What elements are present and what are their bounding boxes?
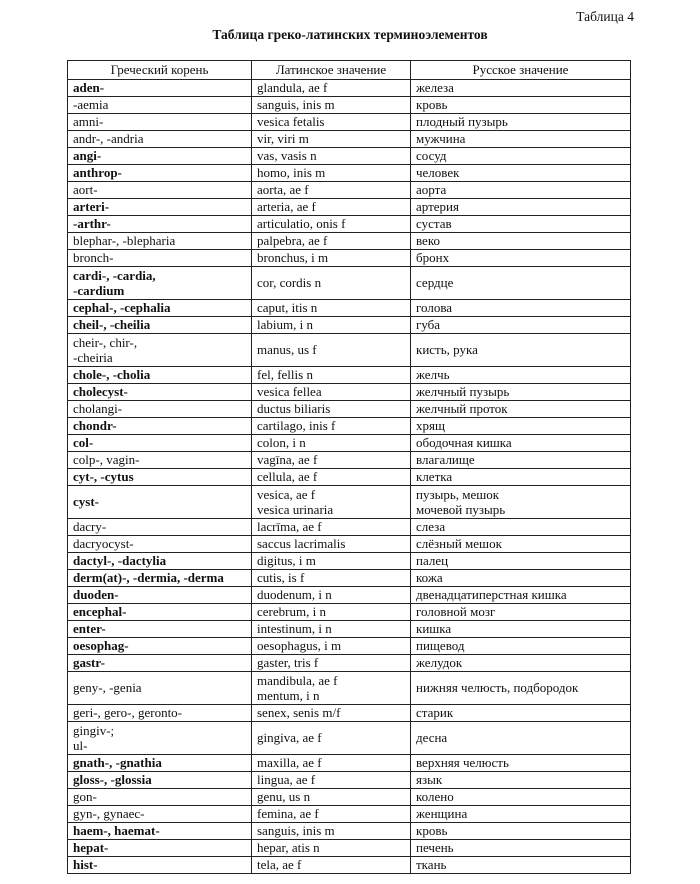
table-number-label: Таблица 4 (576, 9, 634, 24)
table-header-row (68, 61, 631, 80)
cell-latin-meaning: arteria, ae f (252, 199, 411, 216)
cell-greek-root: gingiv-; ul- (68, 722, 252, 755)
cell-greek-root: chondr- (68, 418, 252, 435)
cell-latin-meaning: cellula, ae f (252, 469, 411, 486)
cell-greek-root: cheil-, -cheilia (68, 317, 252, 334)
table-row (68, 486, 631, 519)
table-row (68, 199, 631, 216)
table-row (68, 267, 631, 300)
cell-greek-root: aden- (68, 80, 252, 97)
cell-latin-meaning: manus, us f (252, 334, 411, 367)
cell-russian-meaning: сустав (411, 216, 631, 233)
table-row (68, 772, 631, 789)
cell-russian-meaning: сердце (411, 267, 631, 300)
table-row (68, 182, 631, 199)
cell-russian-meaning: сосуд (411, 148, 631, 165)
cell-latin-meaning: vagīna, ae f (252, 452, 411, 469)
cell-russian-meaning: старик (411, 705, 631, 722)
cell-russian-meaning: артерия (411, 199, 631, 216)
table-row (68, 401, 631, 418)
cell-russian-meaning: железа (411, 80, 631, 97)
cell-russian-meaning: аорта (411, 182, 631, 199)
cell-latin-meaning: homo, inis m (252, 165, 411, 182)
cell-russian-meaning: ткань (411, 857, 631, 874)
table-row (68, 722, 631, 755)
cell-latin-meaning: aorta, ae f (252, 182, 411, 199)
cell-russian-meaning: ободочная кишка (411, 435, 631, 452)
table-row (68, 789, 631, 806)
table-row (68, 621, 631, 638)
table-row (68, 435, 631, 452)
cell-greek-root: cholecyst- (68, 384, 252, 401)
table-row (68, 806, 631, 823)
cell-latin-meaning: cartilago, inis f (252, 418, 411, 435)
cell-greek-root: derm(at)-, -dermia, -derma (68, 570, 252, 587)
cell-russian-meaning: губа (411, 317, 631, 334)
table-row (68, 638, 631, 655)
table-row (68, 165, 631, 182)
table-row (68, 570, 631, 587)
table-row (68, 755, 631, 772)
cell-greek-root: cardi-, -cardia, -cardium (68, 267, 252, 300)
cell-latin-meaning: fel, fellis n (252, 367, 411, 384)
table-row (68, 80, 631, 97)
cell-russian-meaning: желчь (411, 367, 631, 384)
cell-greek-root: hist- (68, 857, 252, 874)
cell-latin-meaning: intestinum, i n (252, 621, 411, 638)
table-row (68, 250, 631, 267)
cell-greek-root: bronch- (68, 250, 252, 267)
cell-greek-root: oesophag- (68, 638, 252, 655)
cell-greek-root: encephal- (68, 604, 252, 621)
cell-russian-meaning: нижняя челюсть, подбородок (411, 672, 631, 705)
cell-russian-meaning: слеза (411, 519, 631, 536)
header-greek-root: Греческий корень (68, 61, 252, 80)
cell-russian-meaning: голова (411, 300, 631, 317)
table-row (68, 857, 631, 874)
cell-latin-meaning: articulatio, onis f (252, 216, 411, 233)
table-row (68, 604, 631, 621)
cell-greek-root: angi- (68, 148, 252, 165)
cell-russian-meaning: клетка (411, 469, 631, 486)
table-row (68, 300, 631, 317)
table-row (68, 384, 631, 401)
cell-latin-meaning: genu, us n (252, 789, 411, 806)
table-row (68, 587, 631, 604)
cell-russian-meaning: бронх (411, 250, 631, 267)
cell-latin-meaning: hepar, atis n (252, 840, 411, 857)
cell-russian-meaning: женщина (411, 806, 631, 823)
cell-russian-meaning: кровь (411, 97, 631, 114)
table-row (68, 367, 631, 384)
cell-greek-root: gloss-, -glossia (68, 772, 252, 789)
cell-latin-meaning: duodenum, i n (252, 587, 411, 604)
cell-greek-root: gyn-, gynaec- (68, 806, 252, 823)
cell-greek-root: chole-, -cholia (68, 367, 252, 384)
table-row (68, 317, 631, 334)
cell-latin-meaning: oesophagus, i m (252, 638, 411, 655)
cell-greek-root: cephal-, -cephalia (68, 300, 252, 317)
cell-greek-root: cyst- (68, 486, 252, 519)
cell-russian-meaning: колено (411, 789, 631, 806)
cell-latin-meaning: senex, senis m/f (252, 705, 411, 722)
cell-russian-meaning: человек (411, 165, 631, 182)
cell-russian-meaning: кожа (411, 570, 631, 587)
table-row (68, 114, 631, 131)
cell-russian-meaning: кишка (411, 621, 631, 638)
cell-russian-meaning: палец (411, 553, 631, 570)
table-body (68, 80, 631, 874)
cell-greek-root: andr-, -andria (68, 131, 252, 148)
table-row (68, 148, 631, 165)
cell-greek-root: dacryocyst- (68, 536, 252, 553)
cell-latin-meaning: labium, i n (252, 317, 411, 334)
cell-russian-meaning: кисть, рука (411, 334, 631, 367)
cell-latin-meaning: vas, vasis n (252, 148, 411, 165)
cell-latin-meaning: digitus, i m (252, 553, 411, 570)
cell-greek-root: enter- (68, 621, 252, 638)
cell-greek-root: dacry- (68, 519, 252, 536)
cell-latin-meaning: vesica, ae f vesica urinaria (252, 486, 411, 519)
cell-latin-meaning: vesica fellea (252, 384, 411, 401)
cell-latin-meaning: glandula, ae f (252, 80, 411, 97)
cell-russian-meaning: желчный проток (411, 401, 631, 418)
cell-latin-meaning: sanguis, inis m (252, 97, 411, 114)
cell-russian-meaning: веко (411, 233, 631, 250)
cell-russian-meaning: мужчина (411, 131, 631, 148)
cell-greek-root: gastr- (68, 655, 252, 672)
cell-russian-meaning: слёзный мешок (411, 536, 631, 553)
table-row (68, 553, 631, 570)
table-row (68, 823, 631, 840)
cell-latin-meaning: tela, ae f (252, 857, 411, 874)
cell-russian-meaning: пищевод (411, 638, 631, 655)
page-title: Таблица греко-латинских терминоэлементов (212, 27, 488, 42)
table-row (68, 705, 631, 722)
table-row (68, 672, 631, 705)
table-row (68, 536, 631, 553)
table-row (68, 418, 631, 435)
cell-greek-root: col- (68, 435, 252, 452)
cell-russian-meaning: хрящ (411, 418, 631, 435)
cell-russian-meaning: печень (411, 840, 631, 857)
table-row (68, 131, 631, 148)
cell-greek-root: geny-, -genia (68, 672, 252, 705)
cell-greek-root: -arthr- (68, 216, 252, 233)
cell-russian-meaning: плодный пузырь (411, 114, 631, 131)
cell-greek-root: hepat- (68, 840, 252, 857)
cell-greek-root: haem-, haemat- (68, 823, 252, 840)
terms-table (67, 60, 631, 874)
cell-latin-meaning: cutis, is f (252, 570, 411, 587)
table-row (68, 97, 631, 114)
table-row (68, 233, 631, 250)
table-row (68, 655, 631, 672)
cell-greek-root: duoden- (68, 587, 252, 604)
cell-latin-meaning: lacrīma, ae f (252, 519, 411, 536)
cell-latin-meaning: femina, ae f (252, 806, 411, 823)
cell-latin-meaning: vir, viri m (252, 131, 411, 148)
cell-russian-meaning: пузырь, мешок мочевой пузырь (411, 486, 631, 519)
cell-greek-root: arteri- (68, 199, 252, 216)
cell-greek-root: aort- (68, 182, 252, 199)
cell-greek-root: amni- (68, 114, 252, 131)
cell-russian-meaning: желудок (411, 655, 631, 672)
cell-greek-root: cyt-, -cytus (68, 469, 252, 486)
cell-russian-meaning: десна (411, 722, 631, 755)
cell-russian-meaning: верхняя челюсть (411, 755, 631, 772)
cell-latin-meaning: cor, cordis n (252, 267, 411, 300)
cell-greek-root: gon- (68, 789, 252, 806)
table-row (68, 216, 631, 233)
table-row (68, 519, 631, 536)
cell-greek-root: blephar-, -blepharia (68, 233, 252, 250)
cell-latin-meaning: sanguis, inis m (252, 823, 411, 840)
cell-latin-meaning: ductus biliaris (252, 401, 411, 418)
cell-latin-meaning: vesica fetalis (252, 114, 411, 131)
cell-russian-meaning: влагалище (411, 452, 631, 469)
table-row (68, 469, 631, 486)
cell-russian-meaning: двенадцатиперстная кишка (411, 587, 631, 604)
cell-russian-meaning: головной мозг (411, 604, 631, 621)
cell-latin-meaning: lingua, ae f (252, 772, 411, 789)
cell-russian-meaning: желчный пузырь (411, 384, 631, 401)
cell-greek-root: -aemia (68, 97, 252, 114)
cell-latin-meaning: cerebrum, i n (252, 604, 411, 621)
cell-greek-root: anthrop- (68, 165, 252, 182)
cell-latin-meaning: saccus lacrimalis (252, 536, 411, 553)
table-row (68, 452, 631, 469)
cell-greek-root: colp-, vagin- (68, 452, 252, 469)
header-latin-meaning: Латинское значение (252, 61, 411, 80)
cell-latin-meaning: maxilla, ae f (252, 755, 411, 772)
table-row (68, 840, 631, 857)
cell-latin-meaning: mandibula, ae f mentum, i n (252, 672, 411, 705)
cell-latin-meaning: bronchus, i m (252, 250, 411, 267)
table-row (68, 334, 631, 367)
cell-greek-root: dactyl-, -dactylia (68, 553, 252, 570)
cell-greek-root: geri-, gero-, geronto- (68, 705, 252, 722)
cell-greek-root: cheir-, chir-, -cheiria (68, 334, 252, 367)
header-russian-meaning: Русское значение (411, 61, 631, 80)
cell-latin-meaning: palpebra, ae f (252, 233, 411, 250)
cell-latin-meaning: colon, i n (252, 435, 411, 452)
cell-greek-root: gnath-, -gnathia (68, 755, 252, 772)
cell-russian-meaning: язык (411, 772, 631, 789)
cell-russian-meaning: кровь (411, 823, 631, 840)
cell-latin-meaning: caput, itis n (252, 300, 411, 317)
cell-latin-meaning: gingiva, ae f (252, 722, 411, 755)
cell-greek-root: cholangi- (68, 401, 252, 418)
cell-latin-meaning: gaster, tris f (252, 655, 411, 672)
